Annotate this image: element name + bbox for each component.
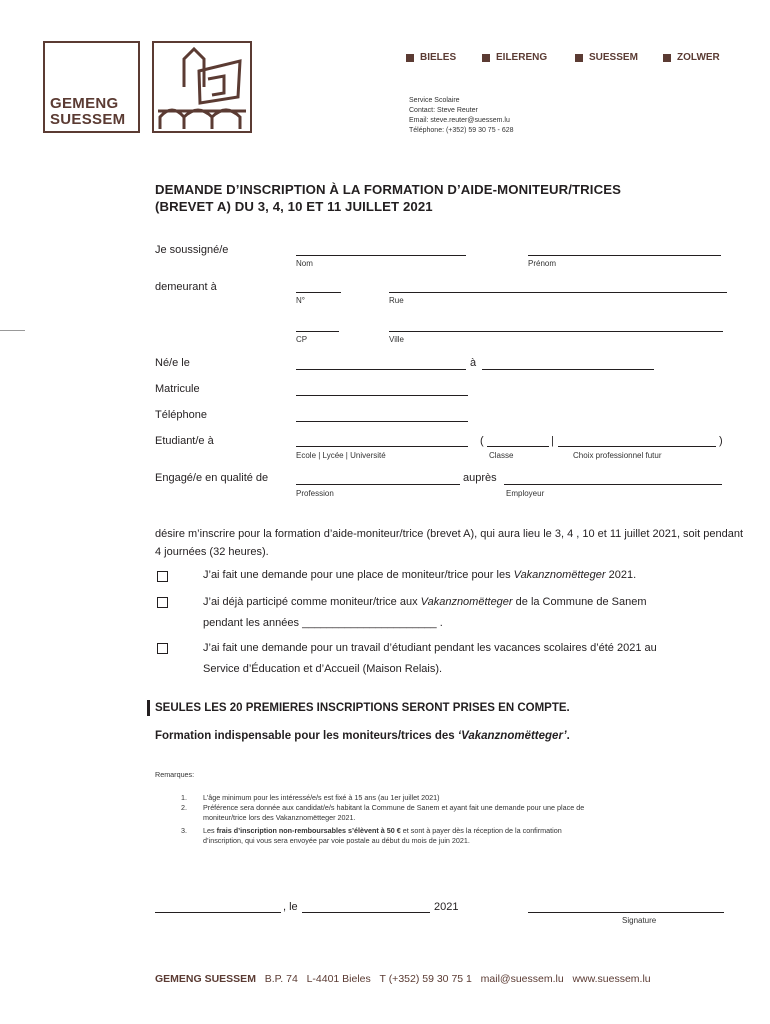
signature-field[interactable] (528, 912, 724, 913)
contact-service: Service Scolaire (409, 97, 460, 104)
rue-field[interactable] (389, 292, 727, 293)
square-bullet-icon (482, 54, 490, 62)
square-bullet-icon (575, 54, 583, 62)
village-zolwer (663, 52, 720, 63)
footer-phone: T (+352) 59 30 75 1 (379, 973, 472, 985)
title-line-2: (BREVET A) DU 3, 4, 10 ET 11 JUILLET 2021 (155, 199, 433, 214)
classe-caption: Classe (489, 451, 514, 460)
margin-tick (0, 330, 25, 331)
footer-bp: B.P. 74 (264, 973, 298, 985)
formation-text: Formation indispensable pour les moniteurs/trices des (155, 730, 458, 742)
village-eilereng (482, 52, 547, 63)
ville-caption: Ville (389, 335, 404, 344)
matricule-label: Matricule (155, 383, 200, 395)
option-text: de la Commune de Sanem (512, 596, 647, 608)
telephone-field[interactable] (296, 421, 468, 422)
option-text: J’ai fait une demande pour une place de moniteur/trice pour les (203, 569, 514, 581)
telephone-label: Téléphone (155, 409, 207, 421)
notice-text: SEULES LES 20 PREMIERES INSCRIPTIONS SERONT PRISES EN COMPTE. (155, 702, 570, 714)
option-emphasis: Vakanznomëtteger (420, 596, 513, 608)
remark-number: 3. (181, 826, 187, 835)
option-years-line: pendant les années ______________________ . (203, 617, 443, 629)
remark-2-line-1: Préférence sera donnée aux candidat/e/s habitant la Commune de Sanem et ayant fait une demande pour une place de (203, 803, 585, 812)
formation-text: . (566, 730, 570, 742)
village-bieles (406, 52, 456, 63)
village-suessem (575, 52, 638, 63)
remark-3 (203, 826, 730, 846)
village-name: BIELES (420, 52, 457, 63)
matricule-field[interactable] (296, 395, 468, 396)
signature-caption: Signature (622, 916, 657, 925)
title-line-1: DEMANDE D’INSCRIPTION À LA FORMATION D’AIDE-MONITEUR/TRICES (155, 182, 621, 197)
option-text: 2021. (605, 569, 637, 581)
open-paren: ( (480, 435, 484, 447)
a-label: à (470, 357, 477, 369)
remark-number: 1. (181, 793, 187, 802)
soussigne-label: Je soussigné/e (155, 244, 229, 256)
date-naissance-field[interactable] (296, 369, 466, 370)
remark-3-fee: frais d’inscription non-remboursables s’élèvent à 50 € (216, 826, 401, 835)
lieu-naissance-field[interactable] (482, 369, 654, 370)
contact-person: Contact: Steve Reuter (409, 107, 478, 114)
etudiant-label: Etudiant/e à (155, 435, 214, 447)
option-moniteur (203, 565, 743, 586)
close-paren: ) (719, 435, 723, 447)
footer (155, 973, 651, 985)
village-name: EILERENG (496, 52, 548, 63)
footer-web[interactable]: www.suessem.lu (572, 973, 651, 985)
village-name: SUESSEM (589, 52, 638, 63)
separator-bar: | (551, 435, 554, 447)
profession-field[interactable] (296, 484, 460, 485)
profession-caption: Profession (296, 489, 334, 498)
demeurant-label: demeurant à (155, 281, 217, 293)
ecole-field[interactable] (296, 446, 468, 447)
castle-emblem-icon (152, 41, 252, 133)
option-deja-participe (203, 592, 743, 634)
remark-2-line-2: moniteur/trice lors des Vakanznomëtteger 2021. (203, 813, 356, 822)
footer-address: L-4401 Bieles (306, 973, 371, 985)
option-text: J’ai fait une demande pour un travail d’étudiant pendant les vacances scolaires d’été 2021 au (203, 642, 657, 654)
contact-block (409, 96, 514, 136)
aupres-label: auprès (463, 472, 497, 484)
page-title (155, 181, 621, 215)
option-emphasis: Vakanznomëtteger (513, 569, 606, 581)
numero-caption: N° (296, 296, 305, 305)
remarques-label: Remarques: (155, 770, 195, 779)
ecole-caption: Ecole | Lycée | Université (296, 451, 386, 460)
formation-emphasis: ‘Vakanznomëtteger’ (457, 730, 567, 742)
remark-3-text: et sont à payer dès la réception de la confirmation (400, 826, 562, 835)
logo-line-1: GEMENG (50, 95, 119, 112)
choix-field[interactable] (558, 446, 716, 447)
ville-field[interactable] (389, 331, 723, 332)
notice-bar (147, 700, 150, 716)
remark-3-text: Les (203, 826, 217, 835)
engage-label: Engagé/e en qualité de (155, 472, 269, 484)
numero-field[interactable] (296, 292, 341, 293)
contact-email: Email: steve.reuter@suessem.lu (409, 117, 510, 124)
logo-line-2: SUESSEM (50, 111, 126, 128)
option-text: J’ai déjà participé comme moniteur/trice aux (203, 596, 421, 608)
rue-caption: Rue (389, 296, 404, 305)
choix-caption: Choix professionnel futur (573, 451, 662, 460)
commune-logo-text (50, 96, 125, 128)
cp-caption: CP (296, 335, 308, 344)
contact-phone: Téléphone: (+352) 59 30 75 - 628 (409, 127, 514, 134)
square-bullet-icon (663, 54, 671, 62)
ne-label: Né/e le (155, 357, 190, 369)
remark-3-line-2: d’inscription, qui vous sera envoyée par voie postale au début du mois de juin 2021. (203, 836, 470, 845)
checkbox-moniteur[interactable] (157, 571, 168, 582)
option-travail-etudiant (203, 638, 743, 680)
employeur-caption: Employeur (506, 489, 545, 498)
classe-field[interactable] (487, 446, 549, 447)
village-name: ZOLWER (677, 52, 720, 63)
lieu-signature-field[interactable] (155, 912, 281, 913)
cp-field[interactable] (296, 331, 339, 332)
remark-1: L’âge minimum pour les intéressé/e/s est fixé à 15 ans (au 1er juillet 2021) (203, 793, 440, 802)
le-label: , le (283, 901, 298, 913)
year-label: 2021 (434, 901, 459, 913)
checkbox-deja-participe[interactable] (157, 597, 168, 608)
remark-number: 2. (181, 803, 187, 812)
option-text: Service d’Éducation et d’Accueil (Maison Relais). (203, 663, 443, 675)
checkbox-travail-etudiant[interactable] (157, 643, 168, 654)
prenom-caption: Prénom (528, 259, 557, 268)
footer-name: GEMENG SUESSEM (155, 973, 256, 985)
remark-2 (203, 803, 730, 823)
nom-field[interactable] (296, 255, 466, 256)
formation-note (155, 730, 570, 742)
nom-caption: Nom (296, 259, 313, 268)
square-bullet-icon (406, 54, 414, 62)
footer-mail[interactable]: mail@suessem.lu (480, 973, 564, 985)
employeur-field[interactable] (504, 484, 722, 485)
date-signature-field[interactable] (302, 912, 430, 913)
intro-paragraph: désire m’inscrire pour la formation d’aide-moniteur/trice (brevet A), qui aura lieu le 3, 4 , 10 et 11 juillet 2021, soit pendant 4 journées (32 heures). (155, 528, 743, 558)
prenom-field[interactable] (528, 255, 721, 256)
